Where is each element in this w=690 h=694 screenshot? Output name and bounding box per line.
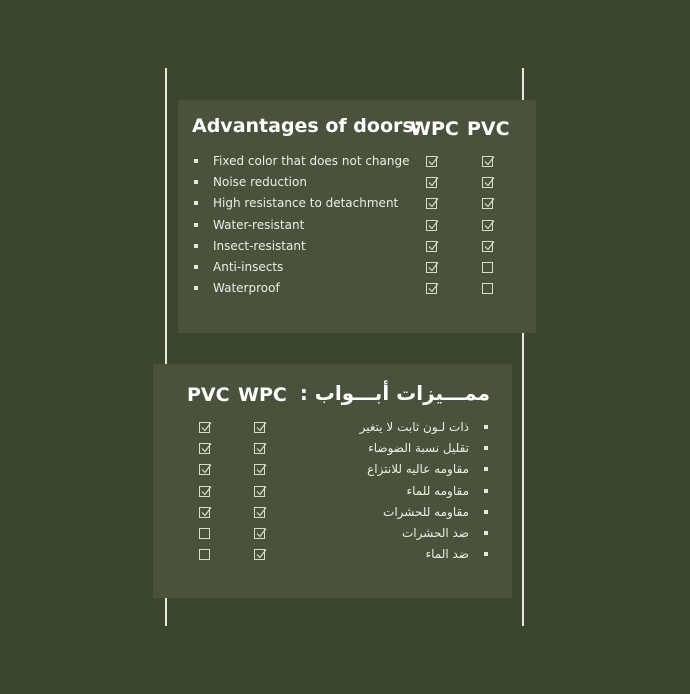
- pvc-checked-box: [482, 220, 493, 231]
- bullet-icon: [484, 510, 488, 514]
- wpc-checked-box: [254, 507, 265, 518]
- arabic-wpc-header: WPC: [238, 384, 287, 406]
- feature-label: مقاومه للحشرات: [383, 504, 469, 519]
- feature-row: [0, 438, 690, 459]
- english-pvc-header: PVC: [467, 118, 510, 140]
- pvc-empty-box: [482, 283, 493, 294]
- check-mark-icon: [200, 463, 212, 475]
- wpc-checked-box: [426, 156, 437, 167]
- check-mark-icon: [427, 155, 439, 167]
- pvc-checked-box: [199, 507, 210, 518]
- feature-row: [0, 459, 690, 480]
- bullet-icon: [484, 446, 488, 450]
- feature-row: [0, 236, 690, 257]
- pvc-checked-box: [482, 156, 493, 167]
- feature-row: [0, 278, 690, 299]
- english-wpc-header: WPC: [410, 118, 459, 140]
- check-mark-icon: [427, 261, 439, 273]
- feature-row: [0, 193, 690, 214]
- bullet-icon: [194, 286, 198, 290]
- check-mark-icon: [427, 219, 439, 231]
- feature-label: ذات لـون ثابت لا يتغير: [359, 420, 469, 434]
- pvc-checked-box: [199, 422, 210, 433]
- check-mark-icon: [255, 463, 267, 475]
- feature-row: [0, 544, 690, 565]
- bullet-icon: [194, 265, 198, 269]
- feature-label: Noise reduction: [213, 175, 307, 190]
- arabic-title: ممـــيزات أبـــواب :: [299, 381, 490, 405]
- wpc-checked-box: [254, 486, 265, 497]
- english-title: Advantages of doors:: [192, 115, 422, 137]
- feature-label: ضد الحشرات: [402, 526, 469, 540]
- bullet-icon: [194, 223, 198, 227]
- wpc-checked-box: [254, 464, 265, 475]
- check-mark-icon: [427, 282, 439, 294]
- bullet-icon: [484, 489, 488, 493]
- check-mark-icon: [483, 197, 495, 209]
- wpc-checked-box: [426, 262, 437, 273]
- feature-label: تقليل نسبة الضوضاء: [368, 441, 469, 456]
- check-mark-icon: [483, 219, 495, 231]
- feature-row: [0, 417, 690, 438]
- feature-label: Insect-resistant: [213, 238, 306, 253]
- feature-row: [0, 257, 690, 278]
- feature-label: مقاومه للماء: [406, 483, 469, 498]
- wpc-checked-box: [254, 443, 265, 454]
- bullet-icon: [484, 552, 488, 556]
- wpc-checked-box: [254, 422, 265, 433]
- pvc-checked-box: [199, 443, 210, 454]
- pvc-checked-box: [482, 241, 493, 252]
- feature-row: [0, 502, 690, 523]
- pvc-empty-box: [482, 262, 493, 273]
- check-mark-icon: [427, 197, 439, 209]
- bullet-icon: [484, 467, 488, 471]
- feature-row: [0, 523, 690, 544]
- check-mark-icon: [200, 442, 212, 454]
- feature-label: Anti-insects: [213, 260, 284, 274]
- pvc-empty-box: [199, 528, 210, 539]
- feature-row: [0, 215, 690, 236]
- check-mark-icon: [255, 485, 267, 497]
- wpc-checked-box: [426, 198, 437, 209]
- check-mark-icon: [200, 421, 212, 433]
- feature-row: [0, 151, 690, 172]
- check-mark-icon: [255, 442, 267, 454]
- check-mark-icon: [255, 421, 267, 433]
- wpc-checked-box: [426, 177, 437, 188]
- wpc-checked-box: [254, 549, 265, 560]
- wpc-checked-box: [426, 220, 437, 231]
- check-mark-icon: [483, 240, 495, 252]
- feature-label: Waterproof: [213, 281, 280, 296]
- check-mark-icon: [255, 527, 267, 539]
- check-mark-icon: [483, 176, 495, 188]
- bullet-icon: [194, 201, 198, 205]
- feature-label: Fixed color that does not change: [213, 154, 410, 168]
- arabic-pvc-header: PVC: [187, 384, 230, 406]
- bullet-icon: [194, 180, 198, 184]
- feature-row: [0, 481, 690, 502]
- bullet-icon: [484, 425, 488, 429]
- pvc-empty-box: [199, 549, 210, 560]
- wpc-checked-box: [254, 528, 265, 539]
- wpc-checked-box: [426, 283, 437, 294]
- check-mark-icon: [427, 240, 439, 252]
- check-mark-icon: [483, 155, 495, 167]
- feature-label: High resistance to detachment: [213, 196, 399, 211]
- wpc-checked-box: [426, 241, 437, 252]
- check-mark-icon: [200, 485, 212, 497]
- bullet-icon: [194, 159, 198, 163]
- feature-label: مقاومه عاليه للانتزاع: [367, 462, 469, 477]
- bullet-icon: [194, 244, 198, 248]
- pvc-checked-box: [482, 198, 493, 209]
- check-mark-icon: [200, 506, 212, 518]
- pvc-checked-box: [199, 486, 210, 497]
- check-mark-icon: [255, 506, 267, 518]
- check-mark-icon: [255, 548, 267, 560]
- pvc-checked-box: [199, 464, 210, 475]
- feature-label: ضد الماء: [425, 547, 469, 562]
- check-mark-icon: [427, 176, 439, 188]
- pvc-checked-box: [482, 177, 493, 188]
- feature-label: Water-resistant: [213, 217, 305, 232]
- bullet-icon: [484, 531, 488, 535]
- feature-row: [0, 172, 690, 193]
